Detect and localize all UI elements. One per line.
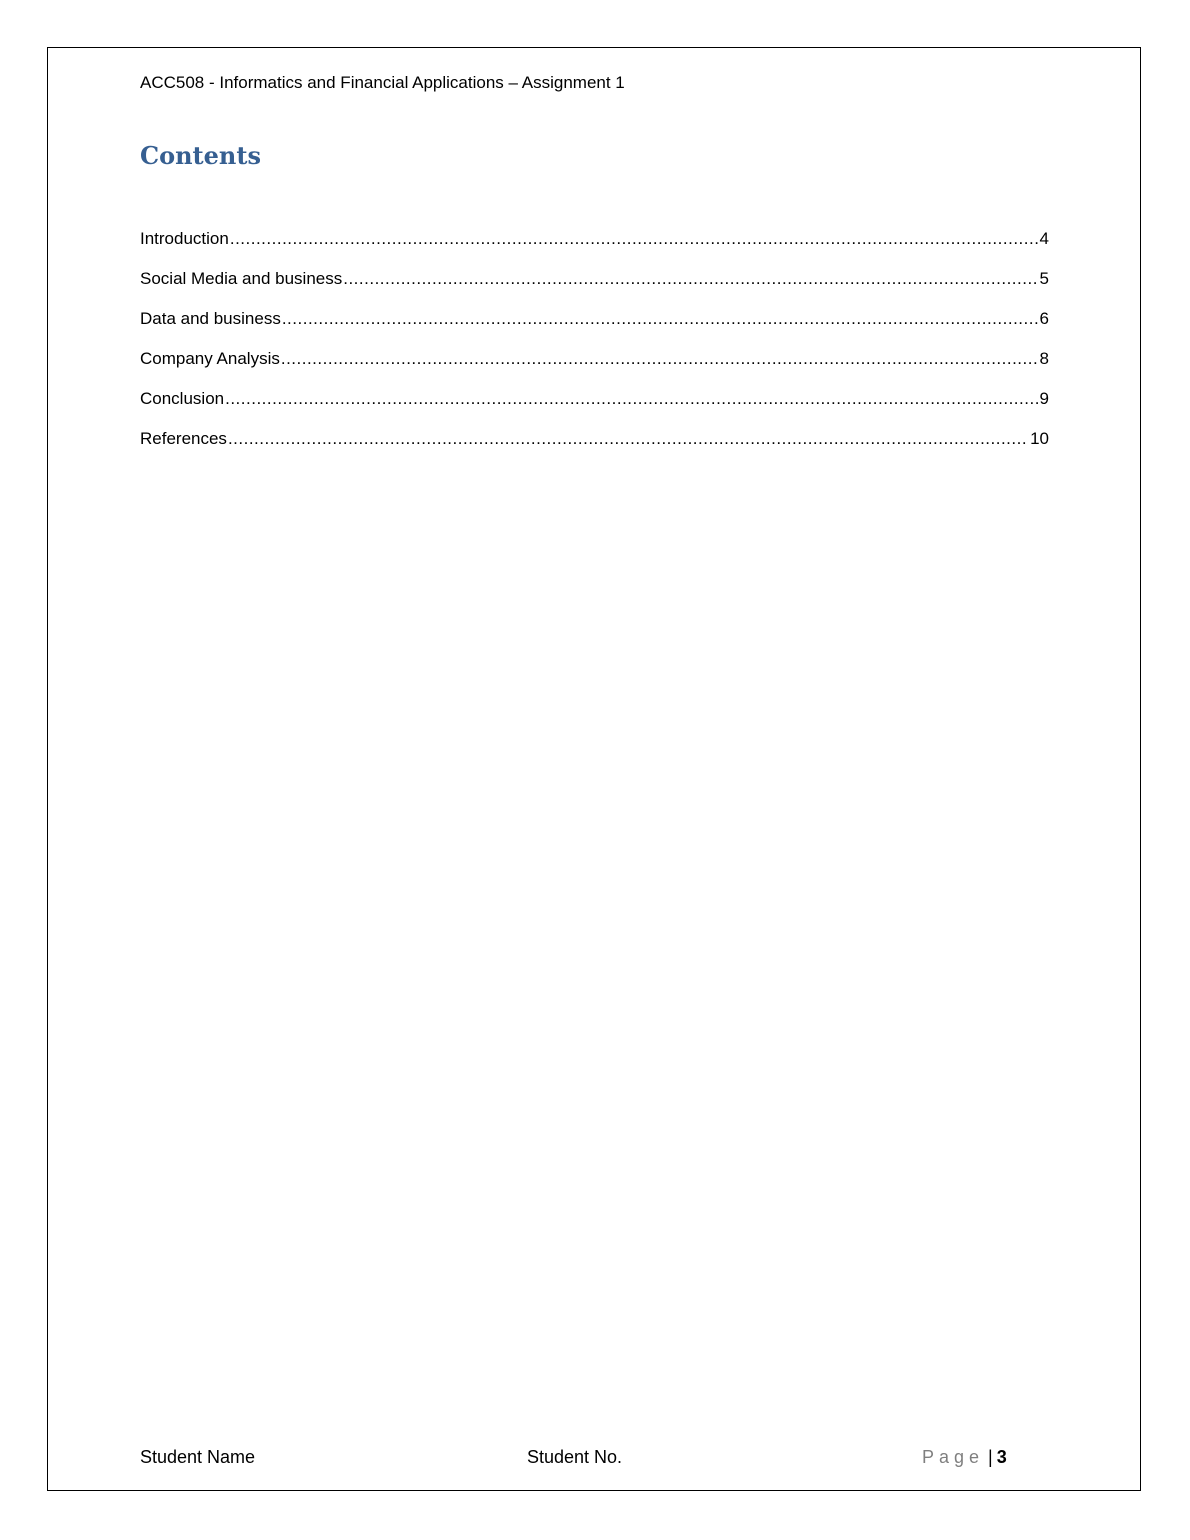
footer-page-indicator [922, 1446, 1007, 1468]
page-separator: | [988, 1447, 993, 1467]
toc-entry-page: 4 [1039, 229, 1049, 248]
toc-heading: Contents [140, 141, 261, 170]
toc-dot-leader [228, 428, 1028, 450]
footer-student-name: Student Name [140, 1447, 256, 1467]
toc-entry-title: Data and business [140, 309, 281, 328]
toc-entry-page: 6 [1039, 309, 1049, 328]
page-number: 3 [996, 1447, 1007, 1467]
toc-entry-page: 9 [1039, 389, 1049, 408]
page-word: Page [922, 1447, 985, 1467]
toc-dot-leader [282, 308, 1038, 330]
toc-dot-leader [225, 388, 1037, 410]
toc-dot-leader [230, 228, 1038, 250]
footer-student-number: Student No. [527, 1447, 623, 1467]
toc-entry-references[interactable] [140, 428, 1049, 468]
toc-entry-title: Introduction [140, 229, 229, 248]
toc-entry-title: Conclusion [140, 389, 225, 408]
toc-entry-company-analysis[interactable] [140, 348, 1049, 388]
running-header: ACC508 - Informatics and Financial Applications – Assignment 1 [140, 73, 625, 92]
table-of-contents [140, 228, 1049, 468]
toc-entry-title: Company Analysis [140, 349, 280, 368]
toc-dot-leader [281, 348, 1038, 370]
toc-entry-data-business[interactable] [140, 308, 1049, 348]
toc-entry-title: References [140, 429, 227, 448]
toc-entry-title: Social Media and business [140, 269, 343, 288]
toc-entry-page: 10 [1030, 429, 1049, 448]
toc-entry-conclusion[interactable] [140, 388, 1049, 428]
toc-entry-social-media[interactable] [140, 268, 1049, 308]
toc-entry-introduction[interactable] [140, 228, 1049, 268]
toc-entry-page: 8 [1039, 349, 1049, 368]
toc-entry-page: 5 [1039, 269, 1049, 288]
toc-dot-leader [343, 268, 1037, 290]
